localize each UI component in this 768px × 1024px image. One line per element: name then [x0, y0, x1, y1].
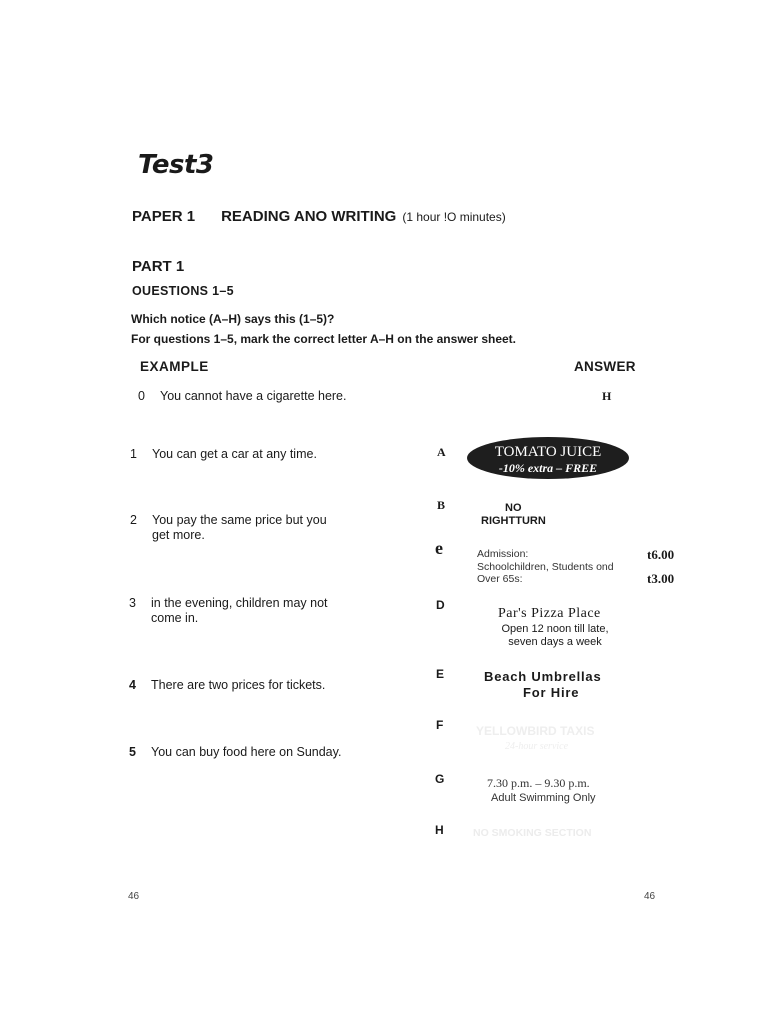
- notice-d-line-1: Par's Pizza Place: [498, 606, 601, 621]
- question-number: 5: [129, 745, 136, 759]
- example-question: [138, 389, 346, 404]
- part-heading: PART 1: [132, 258, 185, 275]
- notice-e-line-2: For Hire: [523, 685, 580, 700]
- notice-h-line-1: NO SMOKING SECTION: [473, 827, 592, 839]
- notice-a-oval-sign: [467, 437, 629, 479]
- notice-a-line-1: TOMATO JUICE: [494, 444, 602, 460]
- notice-g-line-2: Adult Swimming Only: [491, 792, 596, 804]
- notice-a-line-2: -10% extra – FREE: [498, 461, 598, 475]
- notice-f-line-2: 24-hour service: [505, 741, 569, 752]
- instruction-line-2: For questions 1–5, mark the correct letter A–H on the answer sheet.: [131, 332, 517, 346]
- notice-c-line-3: Over 65s:: [477, 573, 523, 585]
- notice-letter-c: e: [435, 538, 443, 558]
- page-number-left: 46: [128, 891, 140, 902]
- question-text: in the evening, children may not: [151, 596, 328, 610]
- notice-b-line-1: NO: [505, 502, 522, 514]
- notice-g-line-1: 7.30 p.m. – 9.30 p.m.: [487, 776, 590, 790]
- questions-range: OUESTIONS 1–5: [132, 284, 234, 298]
- example-number: 0: [138, 389, 145, 403]
- example-text: You cannot have a cigarette here.: [160, 389, 347, 403]
- notice-letter-e: E: [436, 667, 445, 681]
- notice-b-line-2: RIGHTTURN: [481, 515, 546, 527]
- notice-f-line-1: YELLOWBIRD TAXIS: [476, 724, 595, 738]
- question-number: 3: [129, 596, 136, 610]
- example-answer: H: [602, 389, 612, 403]
- notice-d-lines: [494, 623, 616, 649]
- notice-c-text: [477, 548, 614, 586]
- paper-name: READING ANO WRITING: [221, 208, 397, 225]
- question-4: [129, 678, 325, 693]
- paper-heading: [132, 208, 506, 225]
- paper-duration: (1 hour !O minutes): [402, 210, 506, 224]
- question-text: You can get a car at any time.: [152, 447, 317, 461]
- paper-number: PAPER 1: [132, 208, 196, 225]
- question-text: You can buy food here on Sunday.: [151, 745, 342, 759]
- notice-d-line-3: seven days a week: [508, 636, 602, 648]
- notice-c-price-1: t6.00: [647, 547, 675, 562]
- notice-letter-d: D: [436, 598, 445, 612]
- question-3: [129, 596, 328, 626]
- question-text-continued: come in.: [151, 611, 199, 625]
- question-text: There are two prices for tickets.: [151, 678, 326, 692]
- example-label: EXAMPLE: [140, 359, 209, 374]
- notice-c-line-2: Schoolchildren, Students ond: [477, 560, 614, 573]
- question-number: 1: [130, 447, 137, 461]
- question-number: 2: [130, 513, 137, 527]
- notice-letter-b: B: [437, 498, 446, 512]
- notice-letter-a: A: [437, 445, 446, 459]
- question-text: You pay the same price but you: [152, 513, 327, 527]
- page-number-right: 46: [644, 891, 656, 902]
- question-text-continued: get more.: [152, 528, 205, 542]
- notice-c-price-2: t3.00: [647, 571, 675, 586]
- question-number: 4: [129, 678, 136, 692]
- question-2: [130, 513, 327, 543]
- question-5: [129, 745, 341, 760]
- notice-letter-h: H: [435, 823, 444, 837]
- notice-d-line-2: Open 12 noon till late,: [501, 623, 609, 635]
- instruction-line-1: Which notice (A–H) says this (1–5)?: [131, 312, 335, 326]
- question-1: [130, 447, 317, 462]
- notice-c-line-1: Admission:: [477, 548, 529, 560]
- notice-letter-f: F: [436, 718, 444, 732]
- notice-e-line-1: Beach Umbrellas: [484, 669, 602, 684]
- test-title: Test3: [138, 150, 214, 180]
- notice-letter-g: G: [435, 772, 445, 786]
- answer-label: ANSWER: [574, 359, 636, 374]
